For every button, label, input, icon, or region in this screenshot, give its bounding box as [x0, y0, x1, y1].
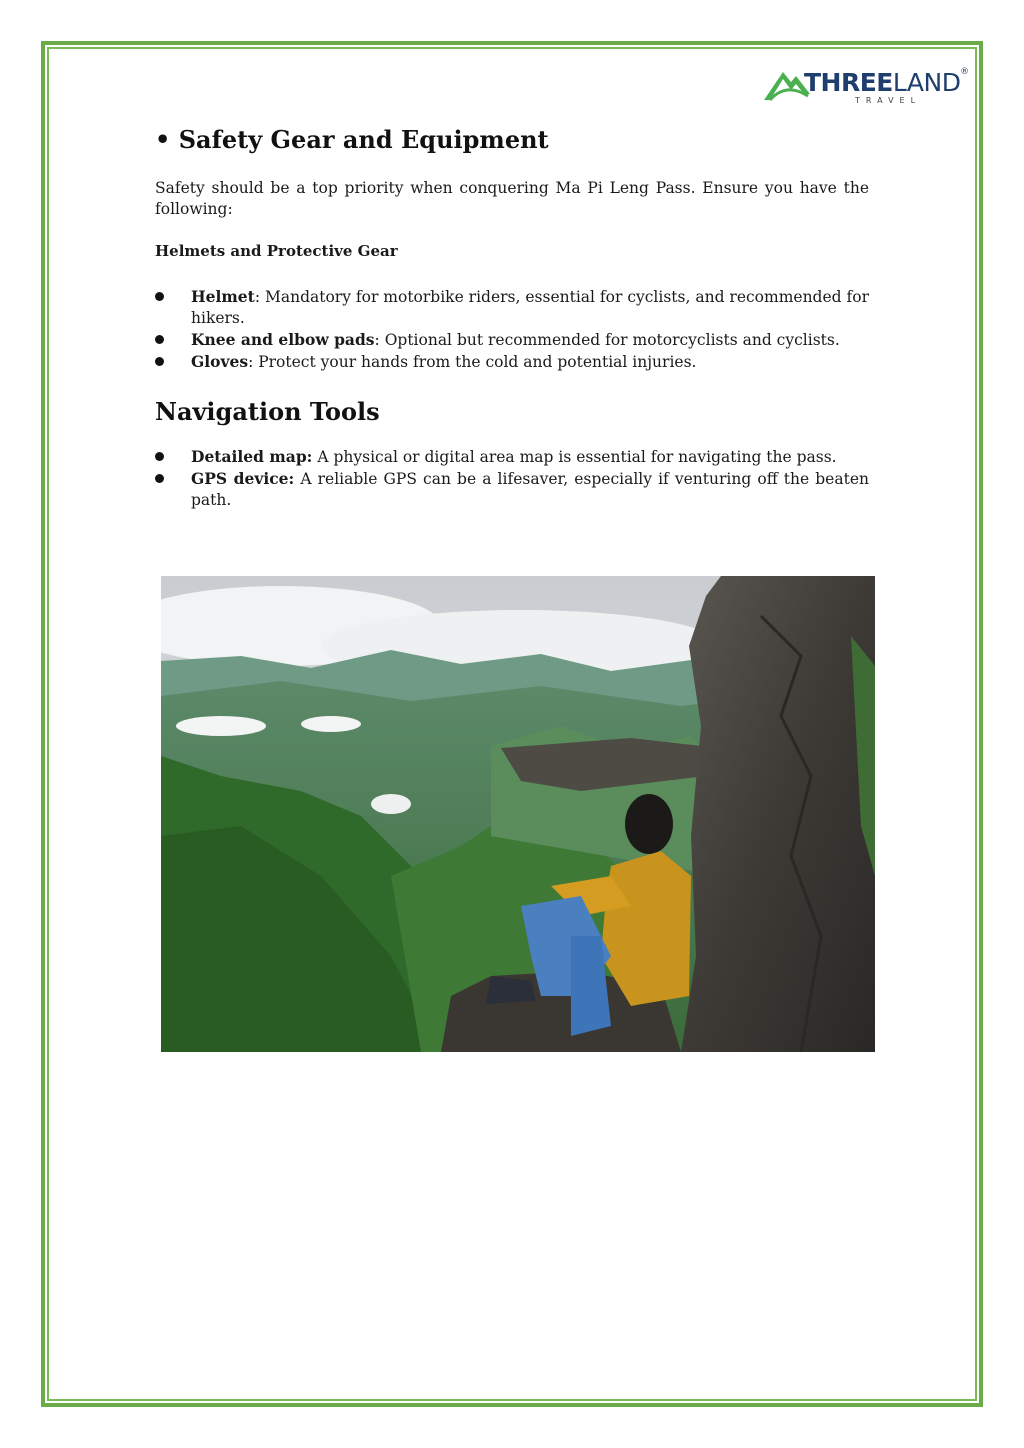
- bullet-icon: [155, 452, 164, 461]
- bullet-icon: [155, 292, 164, 301]
- bullet-icon: [155, 335, 164, 344]
- bullet-icon: [155, 474, 164, 483]
- hiker-on-cliff-image: [161, 576, 875, 1052]
- list-item: Detailed map: A physical or digital area map is essential for navigating the pass.: [155, 446, 869, 468]
- navigation-tools-list: [155, 446, 869, 511]
- safety-intro-paragraph: Safety should be a top priority when conquering Ma Pi Leng Pass. Ensure you have the following:: [155, 179, 869, 218]
- document-body: [155, 124, 869, 511]
- threeland-logo: [764, 66, 970, 108]
- safety-gear-list: [155, 286, 869, 373]
- bullet-icon: [155, 357, 164, 366]
- subheading-helmets: Helmets and Protective Gear: [155, 242, 398, 260]
- list-item: Gloves: Protect your hands from the cold and potential injuries.: [155, 351, 869, 373]
- section-heading-navigation: Navigation Tools: [155, 397, 380, 426]
- registered-mark: ®: [960, 67, 969, 77]
- logo-tagline: TRAVEL: [855, 96, 922, 105]
- list-item: GPS device: A reliable GPS can be a lifesaver, especially if venturing off the beaten path.: [155, 468, 869, 511]
- list-item: Helmet: Mandatory for motorbike riders, essential for cyclists, and recommended for hikers.: [155, 286, 869, 329]
- list-item: Knee and elbow pads: Optional but recommended for motorcyclists and cyclists.: [155, 329, 869, 351]
- logo-wordmark: THREELAND: [804, 68, 961, 97]
- section-heading-safety-gear: • Safety Gear and Equipment: [155, 125, 549, 154]
- mountain-pass-photo: [161, 576, 875, 1052]
